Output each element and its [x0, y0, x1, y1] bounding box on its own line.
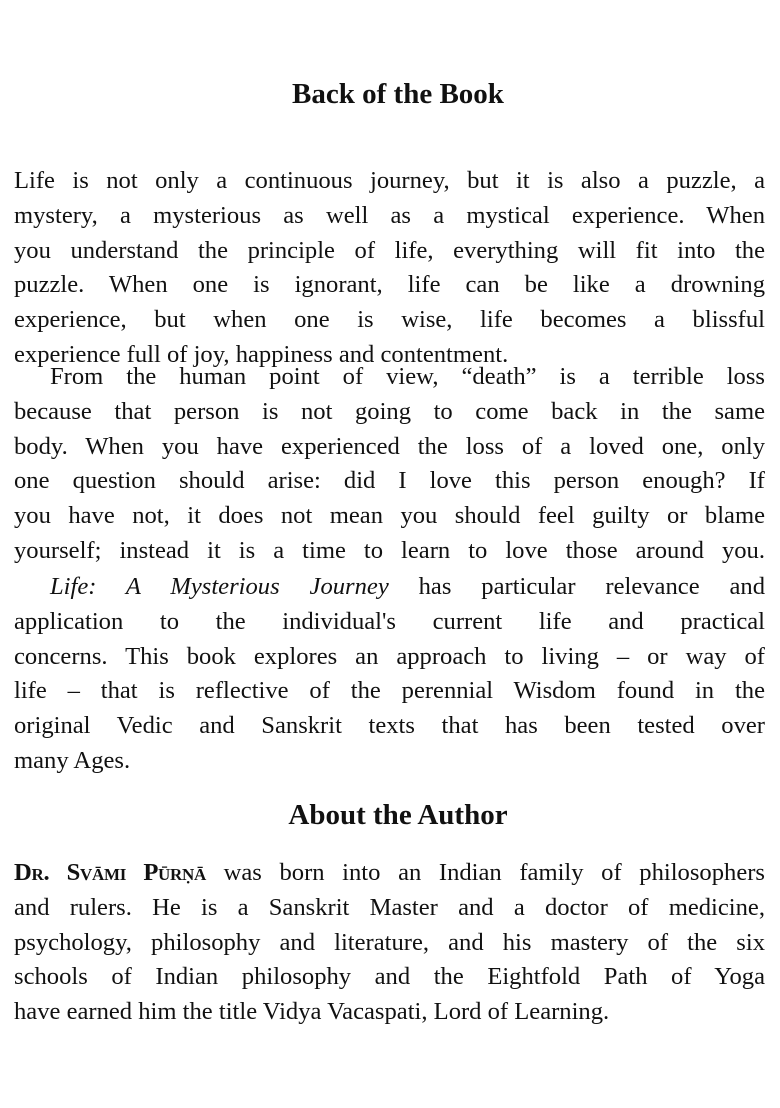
text-line: [14, 674, 765, 709]
text-line: [14, 268, 765, 303]
author-name: Dr. Svāmi Pūrṇā: [14, 859, 206, 886]
line-text: yourself; instead it is a time to learn to love those around you.: [14, 536, 765, 564]
book-title-italic: Life: A Mysterious Journey: [50, 573, 389, 600]
text-line: [14, 164, 765, 199]
back-of-book-heading: Back of the Book: [292, 78, 504, 110]
line-text: mystery, a mysterious as well as a mystical experience. When: [14, 201, 765, 229]
text-line: [14, 709, 765, 744]
line-text: experience full of joy, happiness and contentment.: [14, 340, 509, 368]
line-text: experience, but when one is wise, life becomes a blissful: [14, 306, 765, 334]
text-line: [14, 570, 765, 605]
author-paragraph: [14, 856, 765, 1030]
text-line: [14, 605, 765, 640]
text-line: [14, 744, 765, 779]
text-line: [14, 464, 765, 499]
text-line: [14, 926, 765, 961]
line-text: life – that is reflective of the perennial Wisdom found in the: [14, 677, 765, 705]
text-line: [14, 199, 765, 234]
line-text: many Ages.: [14, 746, 131, 774]
text-line: [14, 430, 765, 465]
line-text: From the human point of view, “death” is a terrible loss: [50, 363, 765, 390]
line-text: was born into an Indian family of philosophers: [205, 859, 765, 886]
text-line: [14, 640, 765, 675]
line-text: have earned him the title Vidya Vacaspati, Lord of Learning.: [14, 998, 610, 1026]
line-text: concerns. This book explores an approach to living – or way of: [14, 642, 765, 670]
text-line: [14, 395, 765, 430]
text-line: [14, 891, 765, 926]
paragraph-1: [14, 164, 765, 373]
line-text: Life is not only a continuous journey, but it is also a puzzle, a: [14, 167, 765, 194]
text-line: [14, 960, 765, 995]
line-text: you understand the principle of life, everything will fit into the: [14, 236, 765, 264]
line-text: puzzle. When one is ignorant, life can be like a drowning: [14, 271, 765, 299]
text-line: [14, 534, 765, 569]
line-text: you have not, it does not mean you should feel guilty or blame: [14, 502, 765, 530]
line-text: because that person is not going to come back in the same: [14, 397, 765, 425]
line-text: original Vedic and Sanskrit texts that has been tested over: [14, 712, 765, 740]
line-text: psychology, philosophy and literature, and his mastery of the six: [14, 928, 765, 956]
text-line: [14, 234, 765, 269]
text-line: [14, 499, 765, 534]
about-author-heading: About the Author: [288, 799, 508, 831]
line-text: and rulers. He is a Sanskrit Master and a doctor of medicine,: [14, 893, 765, 921]
line-text: has particular relevance and: [388, 573, 765, 600]
paragraph-3: [14, 570, 765, 779]
text-line: [14, 856, 765, 891]
line-text: application to the individual's current life and practical: [14, 607, 765, 635]
text-line: [14, 995, 765, 1030]
paragraph-2: [14, 360, 765, 569]
text-line: [14, 303, 765, 338]
text-line: [14, 360, 765, 395]
line-text: body. When you have experienced the loss of a loved one, only: [14, 432, 765, 460]
line-text: one question should arise: did I love this person enough? If: [14, 467, 765, 495]
line-text: schools of Indian philosophy and the Eightfold Path of Yoga: [14, 963, 765, 991]
